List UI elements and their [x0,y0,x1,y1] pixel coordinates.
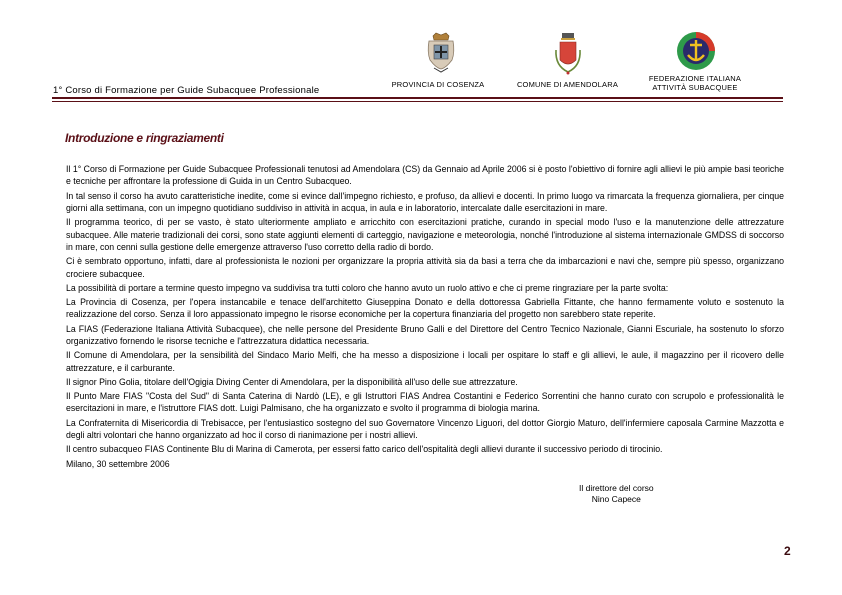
fias-label-line2: ATTIVITÀ SUBACQUEE [652,83,738,92]
paragraph: Ci è sembrato opportuno, infatti, dare al professionista le nozioni per organizzare la propria attività sia da basi a terra che da imbarcazioni e navi che, sempre più spesso, organizzano crociere subacquee. [66,256,784,279]
header-rule-thick [52,97,783,99]
page-number: 2 [784,544,791,558]
paragraph: Il programma teorico, di per se vasto, è stato ulteriormente ampliato e arricchito con esercitazioni pratiche, curando in special modo l'uso e la manutenzione delle attrezzature subacquee. Alle materie tradizionali dei corsi, sono state aggiunti elementi di carteggio, navigazione e meteorologia, nonché l'introduzione al sistema internazionale GMDSS di soccorso in mare, con cenni sulla gestione delle emergenze attraverso l'uso corretto della radio di bordo. [66,217,784,253]
paragraph: La Provincia di Cosenza, per l'opera instancabile e tenace dell'architetto Giuseppina Donato e della dottoressa Gabriella Fittante, che hanno fermamente voluto e sostenuto la realizzazione del corso. Senza il loro appassionato impegno le risorse economiche per la copertura finanziaria del progetto non sarebbero state reperite. [66,297,784,320]
signature-block [579,483,654,505]
section-title: Introduzione e ringraziamenti [65,131,224,145]
paragraph: Il signor Pino Golia, titolare dell'Ogigia Diving Center di Amendolara, per la disponibilità all'uso delle sue attrezzature. [66,376,518,387]
document-body [66,163,784,472]
provincia-label: PROVINCIA DI COSENZA [391,80,485,89]
paragraph: Il Punto Mare FIAS "Costa del Sud" di Santa Caterina di Nardò (LE), e gli Istruttori FIAS Andrea Costantini e Federico Sorrentini che hanno curato con scrupolo e professionalità le esercitazioni in mare, e l'istruttore FIAS dott. Luigi Palmisano, che ha organizzato e svolto il programma di biologia marina. [66,391,784,414]
paragraph: Il centro subacqueo FIAS Continente Blu di Marina di Camerota, per essersi fatto carico dell'ospitalità degli allievi durante il successivo periodo di tirocinio. [66,444,663,455]
signature-role: Il direttore del corso [579,483,654,493]
fias-label [640,74,750,92]
course-title: 1° Corso di Formazione per Guide Subacquee Professionale [53,85,320,96]
fias-emblem-icon [676,31,716,76]
comune-label: COMUNE DI AMENDOLARA [516,80,619,89]
fias-label-line1: FEDERAZIONE ITALIANA [648,74,742,83]
paragraph: La FIAS (Federazione Italiana Attività Subacquee), che nelle persone del Presidente Bruno Galli e del Direttore del Centro Tecnico Nazionale, Gianni Escuriale, ha sostenuto lo sforzo organizzativo fornendo le risorse tecniche e l'attrezzatura didattica necessaria. [66,323,784,347]
paragraph: Il Comune di Amendolara, per la sensibilità del Sindaco Mario Melfi, che ha messo a disposizione i locali per ospitare lo staff e gli allievi, le aule, il magazzino per il ricovero delle attrezzature, e il carburante. [66,350,784,373]
comune-amendolara-crest-icon [553,32,583,81]
paragraph: La possibilità di portare a termine questo impegno va suddivisa tra tutti coloro che hanno avuto un ruolo attivo e che ci preme ringraziare per la parte svolta: [66,282,669,293]
paragraph: In tal senso il corso ha avuto caratteristiche inedite, come si evince dall'impegno richiesto, e profuso, da allievi e docenti. In primo luogo va rimarcata la frequenza giornaliera, per cinque giorni alla settimana, con un impegno quotidiano suddiviso in attività in acqua, in aula e in laboratorio, intercalate dalle esercitazioni in mare. [66,190,784,214]
paragraph: Il 1° Corso di Formazione per Guide Subacquee Professionali tenutosi ad Amendolara (CS) da Gennaio ad Aprile 2006 si è posto l'obiettivo di fornire agli allievi le più ampie basi teoriche e tecniche per affrontare la professione di Guida in un Centro Subacqueo. [66,164,784,187]
paragraph: La Confraternita di Misericordia di Trebisacce, per l'entusiastico sostegno del suo Governatore Vincenzo Liguori, del dottor Giorgio Maturo, dell'infermiere caposala Carmine Mazzotta e degli altri volontari che hanno organizzato ad hoc il corso di rianimazione per i nostri allievi. [66,417,784,441]
signature-name: Nino Capece [591,494,641,504]
provincia-cosenza-crest-icon [424,32,458,79]
place-date: Milano, 30 settembre 2006 [66,458,170,469]
header-rule-thin [52,101,783,102]
